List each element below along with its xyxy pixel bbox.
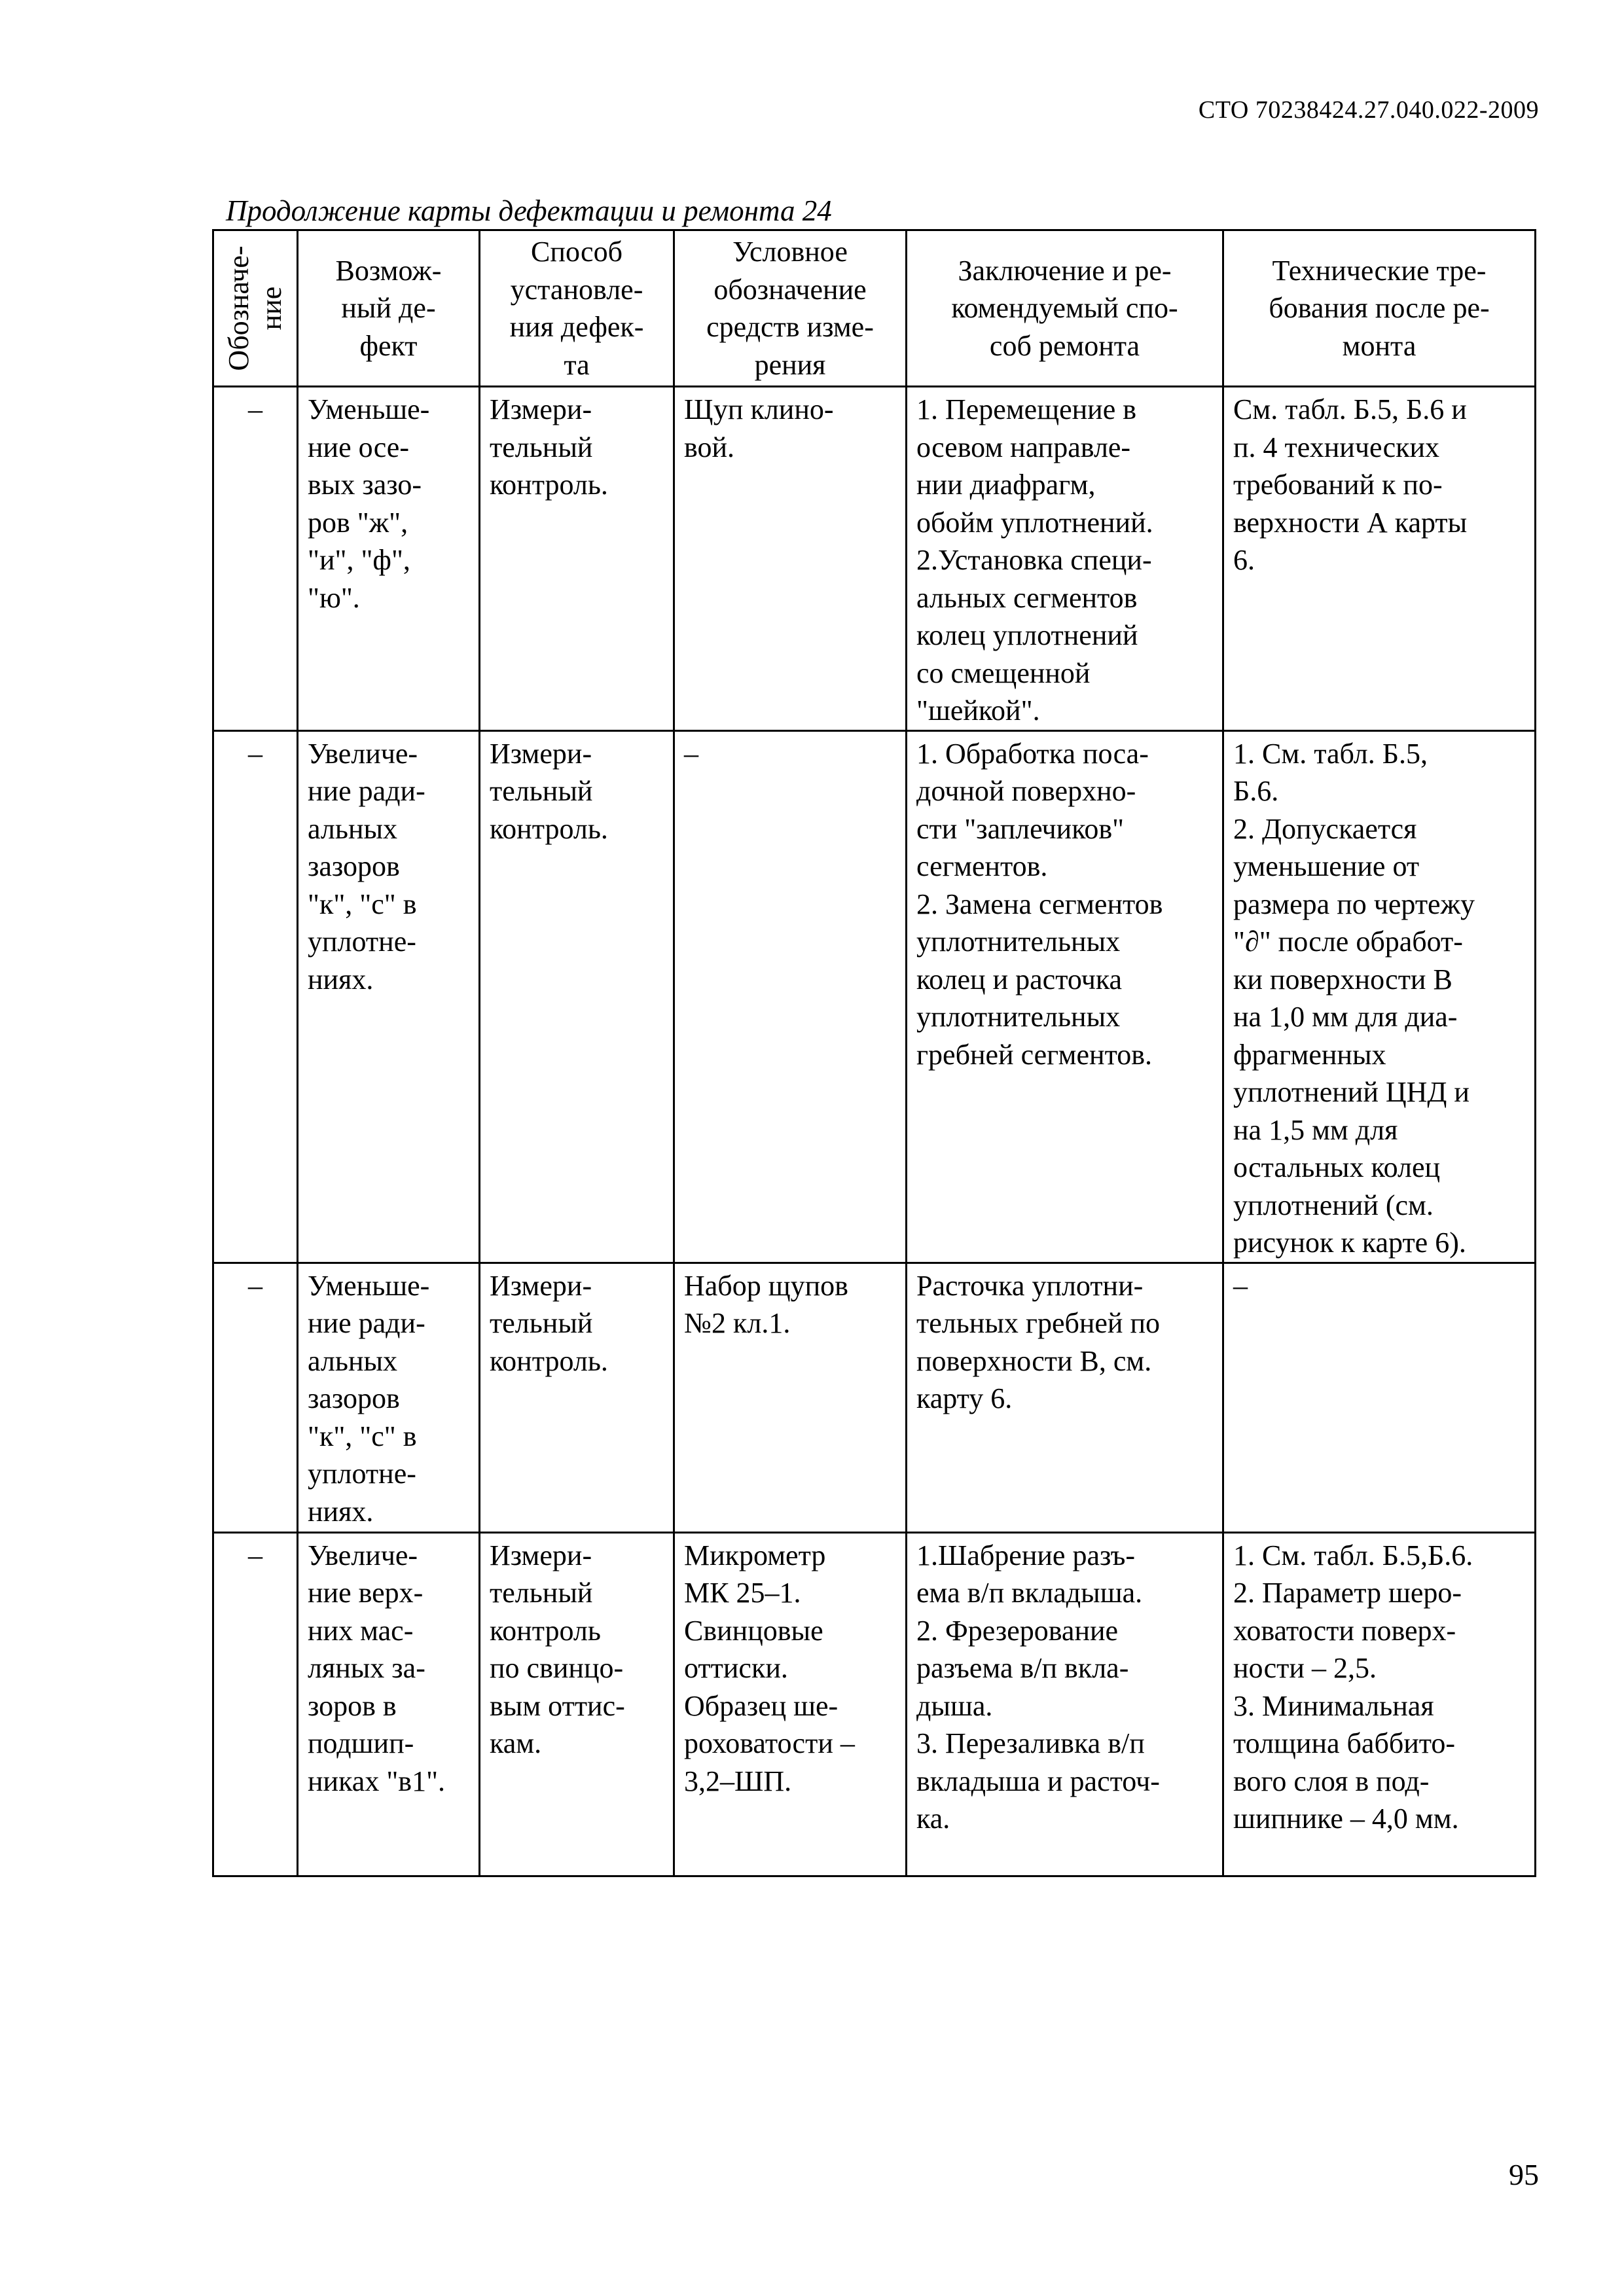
table-caption: Продолжение карты дефектации и ремонта 24 xyxy=(226,194,832,227)
table-row xyxy=(213,730,1536,1263)
table-row xyxy=(213,1532,1536,1876)
repair-cell: 1. Обработка поса- дочной поверхно- сти "заплечиков" сегментов. 2. Замена сегментов уплотнительных колец и расточка уплотнительных гребней сегментов. xyxy=(907,730,1223,1263)
repair-cell: 1. Перемещение в осевом направле- нии диафрагм, обойм уплотнений. 2.Установка специ- альных сегментов колец уплотнений со смещенной "шейкой". xyxy=(907,387,1223,731)
page-number: 95 xyxy=(1509,2158,1539,2191)
designation-cell: – xyxy=(213,387,298,731)
header-defect: Возмож- ный де- фект xyxy=(298,230,480,387)
method-cell: Измери- тельный контроль по свинцо- вым оттис- кам. xyxy=(480,1532,674,1876)
defect-cell: Увеличе- ние ради- альных зазоров "к", "с" в уплотне- ниях. xyxy=(298,730,480,1263)
defect-cell: Уменьше- ние ради- альных зазоров "к", "с" в уплотне- ниях. xyxy=(298,1263,480,1532)
defect-repair-table xyxy=(212,229,1536,1877)
document-code: СТО 70238424.27.040.022-2009 xyxy=(1198,96,1539,124)
header-designation xyxy=(213,230,298,387)
designation-cell: – xyxy=(213,1263,298,1532)
header-requirements: Технические тре- бования после ре- монта xyxy=(1223,230,1536,387)
header-repair-method: Заключение и ре- комендуемый спо- соб ремонта xyxy=(907,230,1223,387)
tools-cell: – xyxy=(674,730,907,1263)
table-row xyxy=(213,1263,1536,1532)
repair-cell: 1.Шабрение разъ- ема в/п вкладыша. 2. Фрезерование разъема в/п вкла- дыша. 3. Перезаливка в/п вкладыша и расточ- ка. xyxy=(907,1532,1223,1876)
repair-cell: Расточка уплотни- тельных гребней по поверхности В, см. карту 6. xyxy=(907,1263,1223,1532)
defect-cell: Уменьше- ние осе- вых зазо- ров "ж", "и", "ф", "ю". xyxy=(298,387,480,731)
method-cell: Измери- тельный контроль. xyxy=(480,730,674,1263)
tools-cell: Набор щупов №2 кл.1. xyxy=(674,1263,907,1532)
designation-cell: – xyxy=(213,1532,298,1876)
method-cell: Измери- тельный контроль. xyxy=(480,387,674,731)
requirements-cell: 1. См. табл. Б.5, Б.6. 2. Допускается уменьшение от размера по чертежу "∂" после обработ- ки поверхности В на 1,0 мм для диа- фрагменных уплотнений ЦНД и на 1,5 мм для остальных колец уплотнений (см. рисунок к карте 6). xyxy=(1223,730,1536,1263)
table-header-row xyxy=(213,230,1536,387)
requirements-cell: 1. См. табл. Б.5,Б.6. 2. Параметр шеро- ховатости поверх- ности – 2,5. 3. Минимальная толщина баббито- вого слоя в под- шипнике – 4,0 мм. xyxy=(1223,1532,1536,1876)
table-row xyxy=(213,387,1536,731)
method-cell: Измери- тельный контроль. xyxy=(480,1263,674,1532)
tools-cell: Микрометр МК 25–1. Свинцовые оттиски. Образец ше- роховатости – 3,2–ШП. xyxy=(674,1532,907,1876)
designation-cell: – xyxy=(213,730,298,1263)
requirements-cell: – xyxy=(1223,1263,1536,1532)
header-measuring-tools: Условное обозначение средств изме- рения xyxy=(674,230,907,387)
header-designation-label: Обозначе- ние xyxy=(223,245,287,371)
tools-cell: Щуп клино- вой. xyxy=(674,387,907,731)
requirements-cell: См. табл. Б.5, Б.6 и п. 4 технических требований к по- верхности А карты 6. xyxy=(1223,387,1536,731)
defect-cell: Увеличе- ние верх- них мас- ляных за- зоров в подшип- никах "в1". xyxy=(298,1532,480,1876)
header-detection-method: Способ установле- ния дефек- та xyxy=(480,230,674,387)
